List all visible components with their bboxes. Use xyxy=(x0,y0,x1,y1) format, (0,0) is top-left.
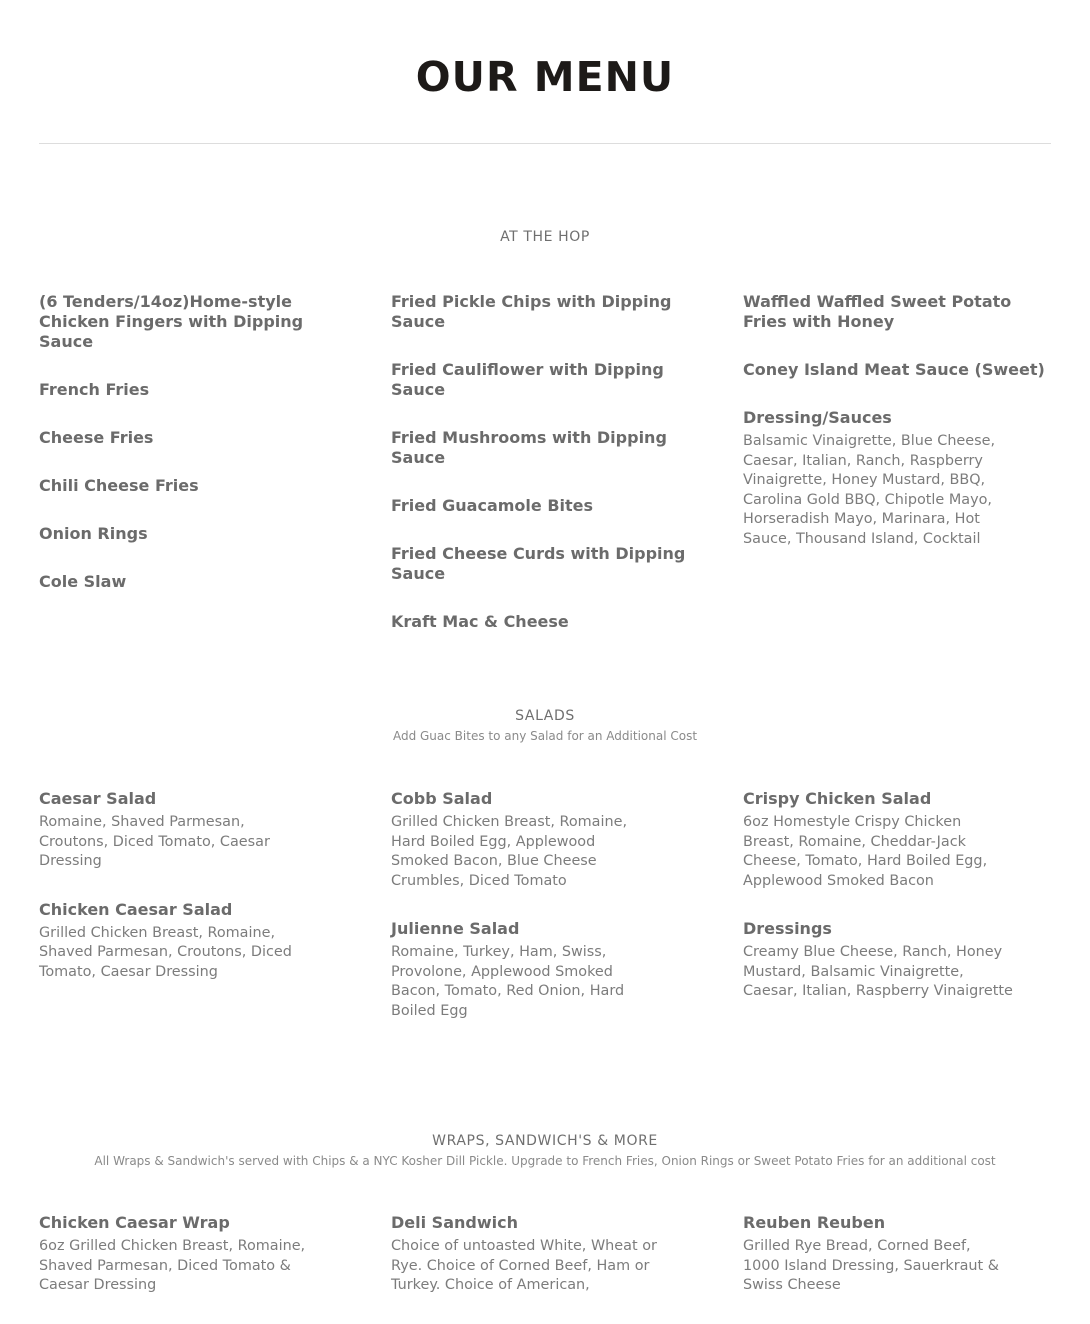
menu-item-name: Reuben Reuben xyxy=(743,1213,886,1232)
menu-item-name: Chicken Caesar Wrap xyxy=(39,1213,230,1232)
menu-item-name: Chili Cheese Fries xyxy=(39,476,199,495)
menu-item xyxy=(743,360,1048,380)
menu-item xyxy=(391,612,706,632)
section-title-salads: SALADS xyxy=(515,708,575,724)
menu-item xyxy=(39,476,344,496)
menu-item xyxy=(743,1213,1048,1296)
menu-item-description: Romaine, Shaved Parmesan, Croutons, Diced Tomato, Caesar Dressing xyxy=(39,814,270,869)
menu-item xyxy=(39,428,344,448)
section-note-salads: Add Guac Bites to any Salad for an Additional Cost xyxy=(392,729,698,743)
menu-item xyxy=(39,292,344,352)
section-title-at-the-hop: AT THE HOP xyxy=(500,229,590,245)
menu-item xyxy=(391,360,706,400)
menu-item-description: Balsamic Vinaigrette, Blue Cheese, Caesar, Italian, Ranch, Raspberry Vinaigrette, Honey Mustard, BBQ, Carolina Gold BBQ, Chipotle Mayo, Horseradish Mayo, Marinara, Hot Sauce, Thousand Island, Cocktail xyxy=(743,433,996,547)
menu-item-name: Fried Cauliflower with Dipping Sauce xyxy=(391,360,664,399)
menu-item-name: Dressing/Sauces xyxy=(743,408,892,427)
menu-item-name: (6 Tenders/14oz)Home-style Chicken Fingers with Dipping Sauce xyxy=(39,292,304,351)
menu-item xyxy=(391,428,706,468)
menu-item-name: Kraft Mac & Cheese xyxy=(391,612,569,631)
menu-item-name: Cheese Fries xyxy=(39,428,154,447)
menu-item xyxy=(39,572,344,592)
menu-item-name: Deli Sandwich xyxy=(391,1213,518,1232)
wraps-column-3 xyxy=(743,1213,1048,1324)
salads-column-2 xyxy=(391,789,696,1049)
menu-item-name: Fried Guacamole Bites xyxy=(391,496,594,515)
menu-item xyxy=(743,292,1048,332)
hop-column-3 xyxy=(743,292,1048,577)
menu-item-description: Romaine, Turkey, Ham, Swiss, Provolone, Applewood Smoked Bacon, Tomato, Red Onion, Hard Boiled Egg xyxy=(391,944,625,1019)
menu-item xyxy=(39,380,344,400)
menu-item-name: Fried Mushrooms with Dipping Sauce xyxy=(391,428,667,467)
menu-item-name: Waffled Waffled Sweet Potato Fries with Honey xyxy=(743,292,1012,331)
wraps-column-1 xyxy=(39,1213,344,1324)
menu-item-name: Fried Pickle Chips with Dipping Sauce xyxy=(391,292,672,331)
menu-item xyxy=(39,900,344,983)
hop-column-2 xyxy=(391,292,706,660)
hop-column-1 xyxy=(39,292,344,620)
salads-column-1 xyxy=(39,789,344,1010)
menu-item xyxy=(391,544,706,584)
menu-item xyxy=(39,1213,344,1296)
menu-item xyxy=(39,789,344,872)
menu-item xyxy=(391,789,696,891)
menu-item xyxy=(391,496,706,516)
menu-item-description: Grilled Rye Bread, Corned Beef, 1000 Island Dressing, Sauerkraut & Swiss Cheese xyxy=(743,1238,999,1293)
page-title: OUR MENU xyxy=(415,53,675,102)
menu-item-description: Choice of untoasted White, Wheat or Rye. Choice of Corned Beef, Ham or Turkey. Choice of American, xyxy=(391,1238,657,1293)
menu-item xyxy=(391,1213,696,1296)
menu-item-description: Creamy Blue Cheese, Ranch, Honey Mustard, Balsamic Vinaigrette, Caesar, Italian, Raspberry Vinaigrette xyxy=(743,944,1013,999)
title-divider xyxy=(39,143,1051,144)
wraps-column-2 xyxy=(391,1213,696,1324)
salads-column-3 xyxy=(743,789,1048,1030)
section-note-wraps: All Wraps & Sandwich's served with Chips & a NYC Kosher Dill Pickle. Upgrade to French Fries, Onion Rings or Sweet Potato Fries for an additional cost xyxy=(94,1154,996,1168)
menu-item-name: Coney Island Meat Sauce (Sweet) xyxy=(743,360,1045,379)
menu-item-description: Grilled Chicken Breast, Romaine, Shaved Parmesan, Croutons, Diced Tomato, Caesar Dressing xyxy=(39,924,292,980)
section-title-wraps: WRAPS, SANDWICH'S & MORE xyxy=(432,1133,658,1149)
menu-item-name: Cobb Salad xyxy=(391,789,493,808)
menu-item-name: Julienne Salad xyxy=(391,919,520,938)
menu-item-name: Chicken Caesar Salad xyxy=(39,899,233,919)
menu-item-name: Dressings xyxy=(743,919,832,938)
menu-item-name: Onion Rings xyxy=(39,524,148,543)
menu-item-name: Cole Slaw xyxy=(39,572,127,591)
menu-item xyxy=(743,789,1048,891)
menu-item xyxy=(743,408,1048,549)
menu-item-name: Fried Cheese Curds with Dipping Sauce xyxy=(391,544,686,583)
menu-item xyxy=(743,919,1048,1002)
menu-item-description: 6oz Grilled Chicken Breast, Romaine, Shaved Parmesan, Diced Tomato & Caesar Dressing xyxy=(39,1238,306,1293)
menu-item-name: Crispy Chicken Salad xyxy=(743,789,932,808)
menu-item xyxy=(391,292,706,332)
menu-item-description: Grilled Chicken Breast, Romaine, Hard Boiled Egg, Applewood Smoked Bacon, Blue Cheese Crumbles, Diced Tomato xyxy=(391,814,628,889)
menu-item-name: French Fries xyxy=(39,380,150,399)
menu-item-name: Caesar Salad xyxy=(39,789,157,808)
menu-item-description: 6oz Homestyle Crispy Chicken Breast, Romaine, Cheddar-Jack Cheese, Tomato, Hard Boiled Egg, Applewood Smoked Bacon xyxy=(743,814,988,889)
menu-item xyxy=(39,524,344,544)
menu-item xyxy=(391,919,696,1021)
